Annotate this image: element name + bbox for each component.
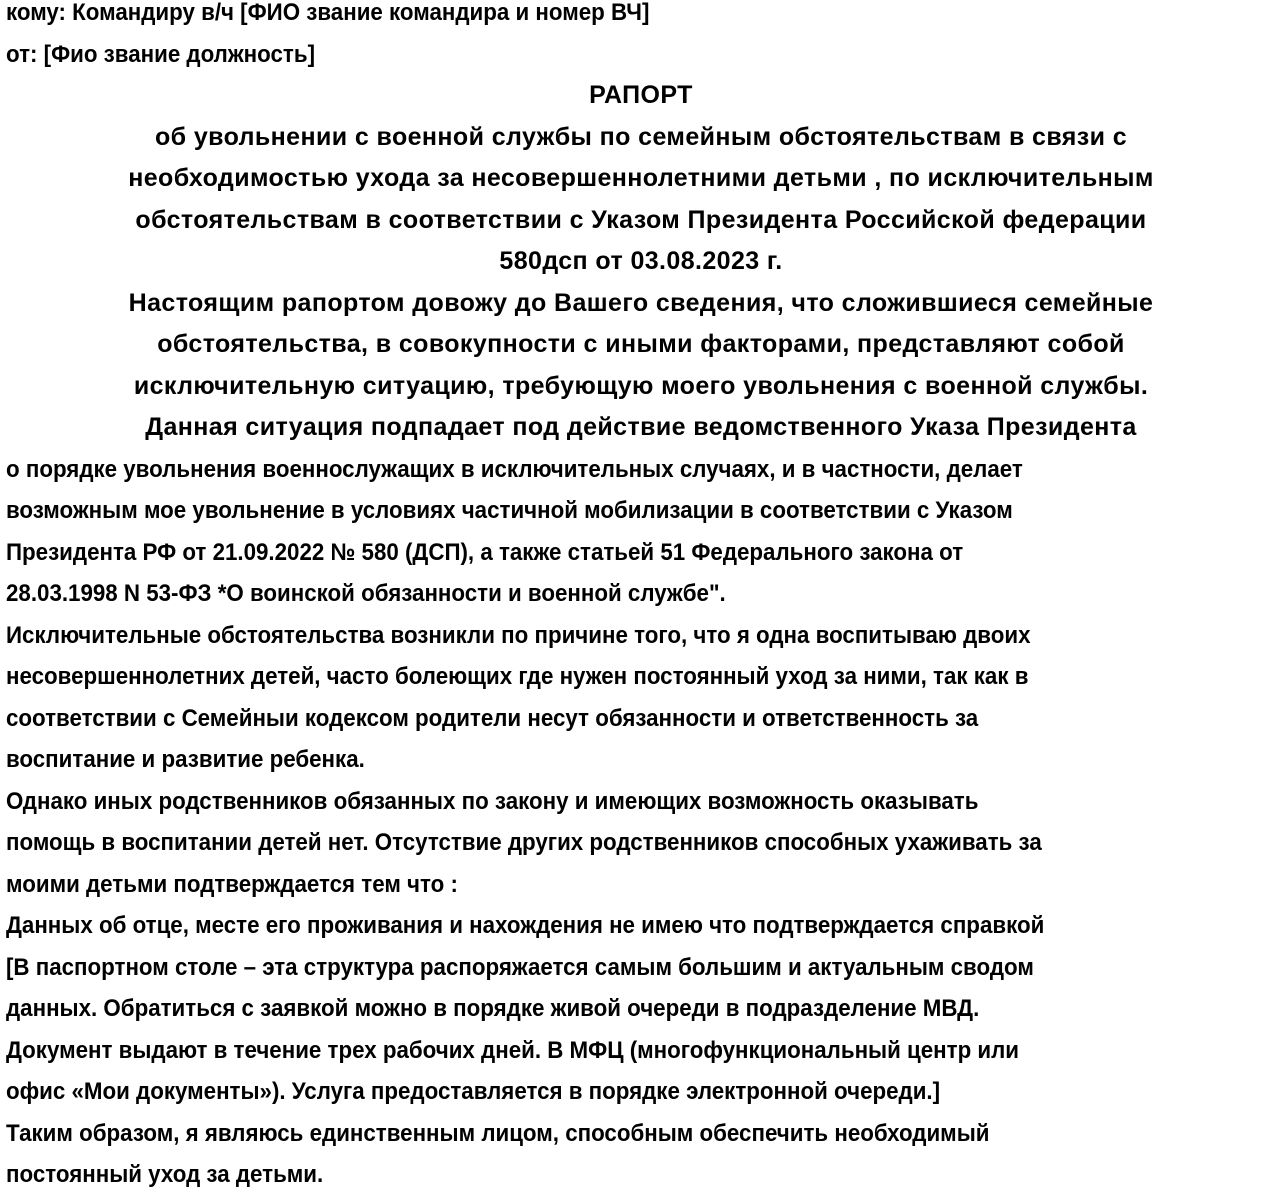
body-line: моими детьми подтверждается тем что : xyxy=(6,870,458,898)
subtitle-line: необходимостью ухода за несовершеннолетними детьми , по исключительным xyxy=(128,164,1154,192)
body-line: Однако иных родственников обязанных по закону и имеющих возможность оказывать xyxy=(6,787,979,815)
body-text xyxy=(6,449,1276,1196)
addressee-line: кому: Командиру в/ч [ФИО звание командира и номер ВЧ] xyxy=(6,0,650,26)
body-line: возможным мое увольнение в условиях частичной мобилизации в соответствии с Указом xyxy=(6,497,1013,524)
subtitle-line: 580дсп от 03.08.2023 г. xyxy=(499,247,783,275)
subtitle-line: об увольнении с военной службы по семейным обстоятельствам в связи с xyxy=(154,122,1128,151)
intro-paragraph xyxy=(6,283,1276,449)
body-line: о порядке увольнения военнослужащих в исключительных случаях, и в частности, делает xyxy=(6,455,1023,483)
body-line: Исключительные обстоятельства возникли по причине того, что я одна воспитываю двоих xyxy=(6,621,1031,649)
document xyxy=(6,0,1276,1196)
body-line: 28.03.1998 N 53-ФЗ *О воинской обязанности и военной службе". xyxy=(6,580,726,607)
document-title: РАПОРТ xyxy=(589,81,693,109)
body-line: Президента РФ от 21.09.2022 № 580 (ДСП), а также статьей 51 Федерального закона от xyxy=(6,538,964,566)
body-line: несовершеннолетних детей, часто болеющих где нужен постоянный уход за ними, так как в xyxy=(6,663,1029,690)
body-line: Данных об отце, месте его проживания и нахождения не имею что подтверждается справкой xyxy=(6,912,1045,939)
intro-line: Настоящим рапортом довожу до Вашего сведения, что сложившиеся семейные xyxy=(128,288,1154,317)
body-line: Документ выдают в течение трех рабочих дней. В МФЦ (многофункциональный центр или xyxy=(6,1036,1020,1064)
intro-line: исключительную ситуацию, требующую моего увольнения с военной службы. xyxy=(133,371,1149,400)
body-line: данных. Обратиться с заявкой можно в порядке живой очереди в подразделение МВД. xyxy=(6,995,980,1022)
body-line: помощь в воспитании детей нет. Отсутствие других родственников способных ухаживать за xyxy=(6,829,1042,856)
subtitle xyxy=(6,117,1276,283)
body-line: офис «Мои документы»). Услуга предоставляется в порядке электронной очереди.] xyxy=(6,1078,941,1105)
intro-line: обстоятельства, в совокупности с иными факторами, представляют собой xyxy=(157,330,1125,358)
intro-line: Данная ситуация подпадает под действие ведомственного Указа Президента xyxy=(145,413,1137,441)
body-line: постоянный уход за детьми. xyxy=(6,1161,324,1188)
body-line: [В паспортном столе – эта структура распоряжается самым большим и актуальным сводом xyxy=(6,953,1034,981)
body-line: Таким образом, я являюсь единственным лицом, способным обеспечить необходимый xyxy=(6,1119,990,1147)
body-line: соответствии с Семейныи кодексом родители несут обязанности и ответственность за xyxy=(6,704,979,732)
sender-line: от: [Фио звание должность] xyxy=(6,40,316,68)
subtitle-line: обстоятельствам в соответствии с Указом Президента Российской федерации xyxy=(135,205,1147,234)
body-line: воспитание и развитие ребенка. xyxy=(6,746,365,773)
